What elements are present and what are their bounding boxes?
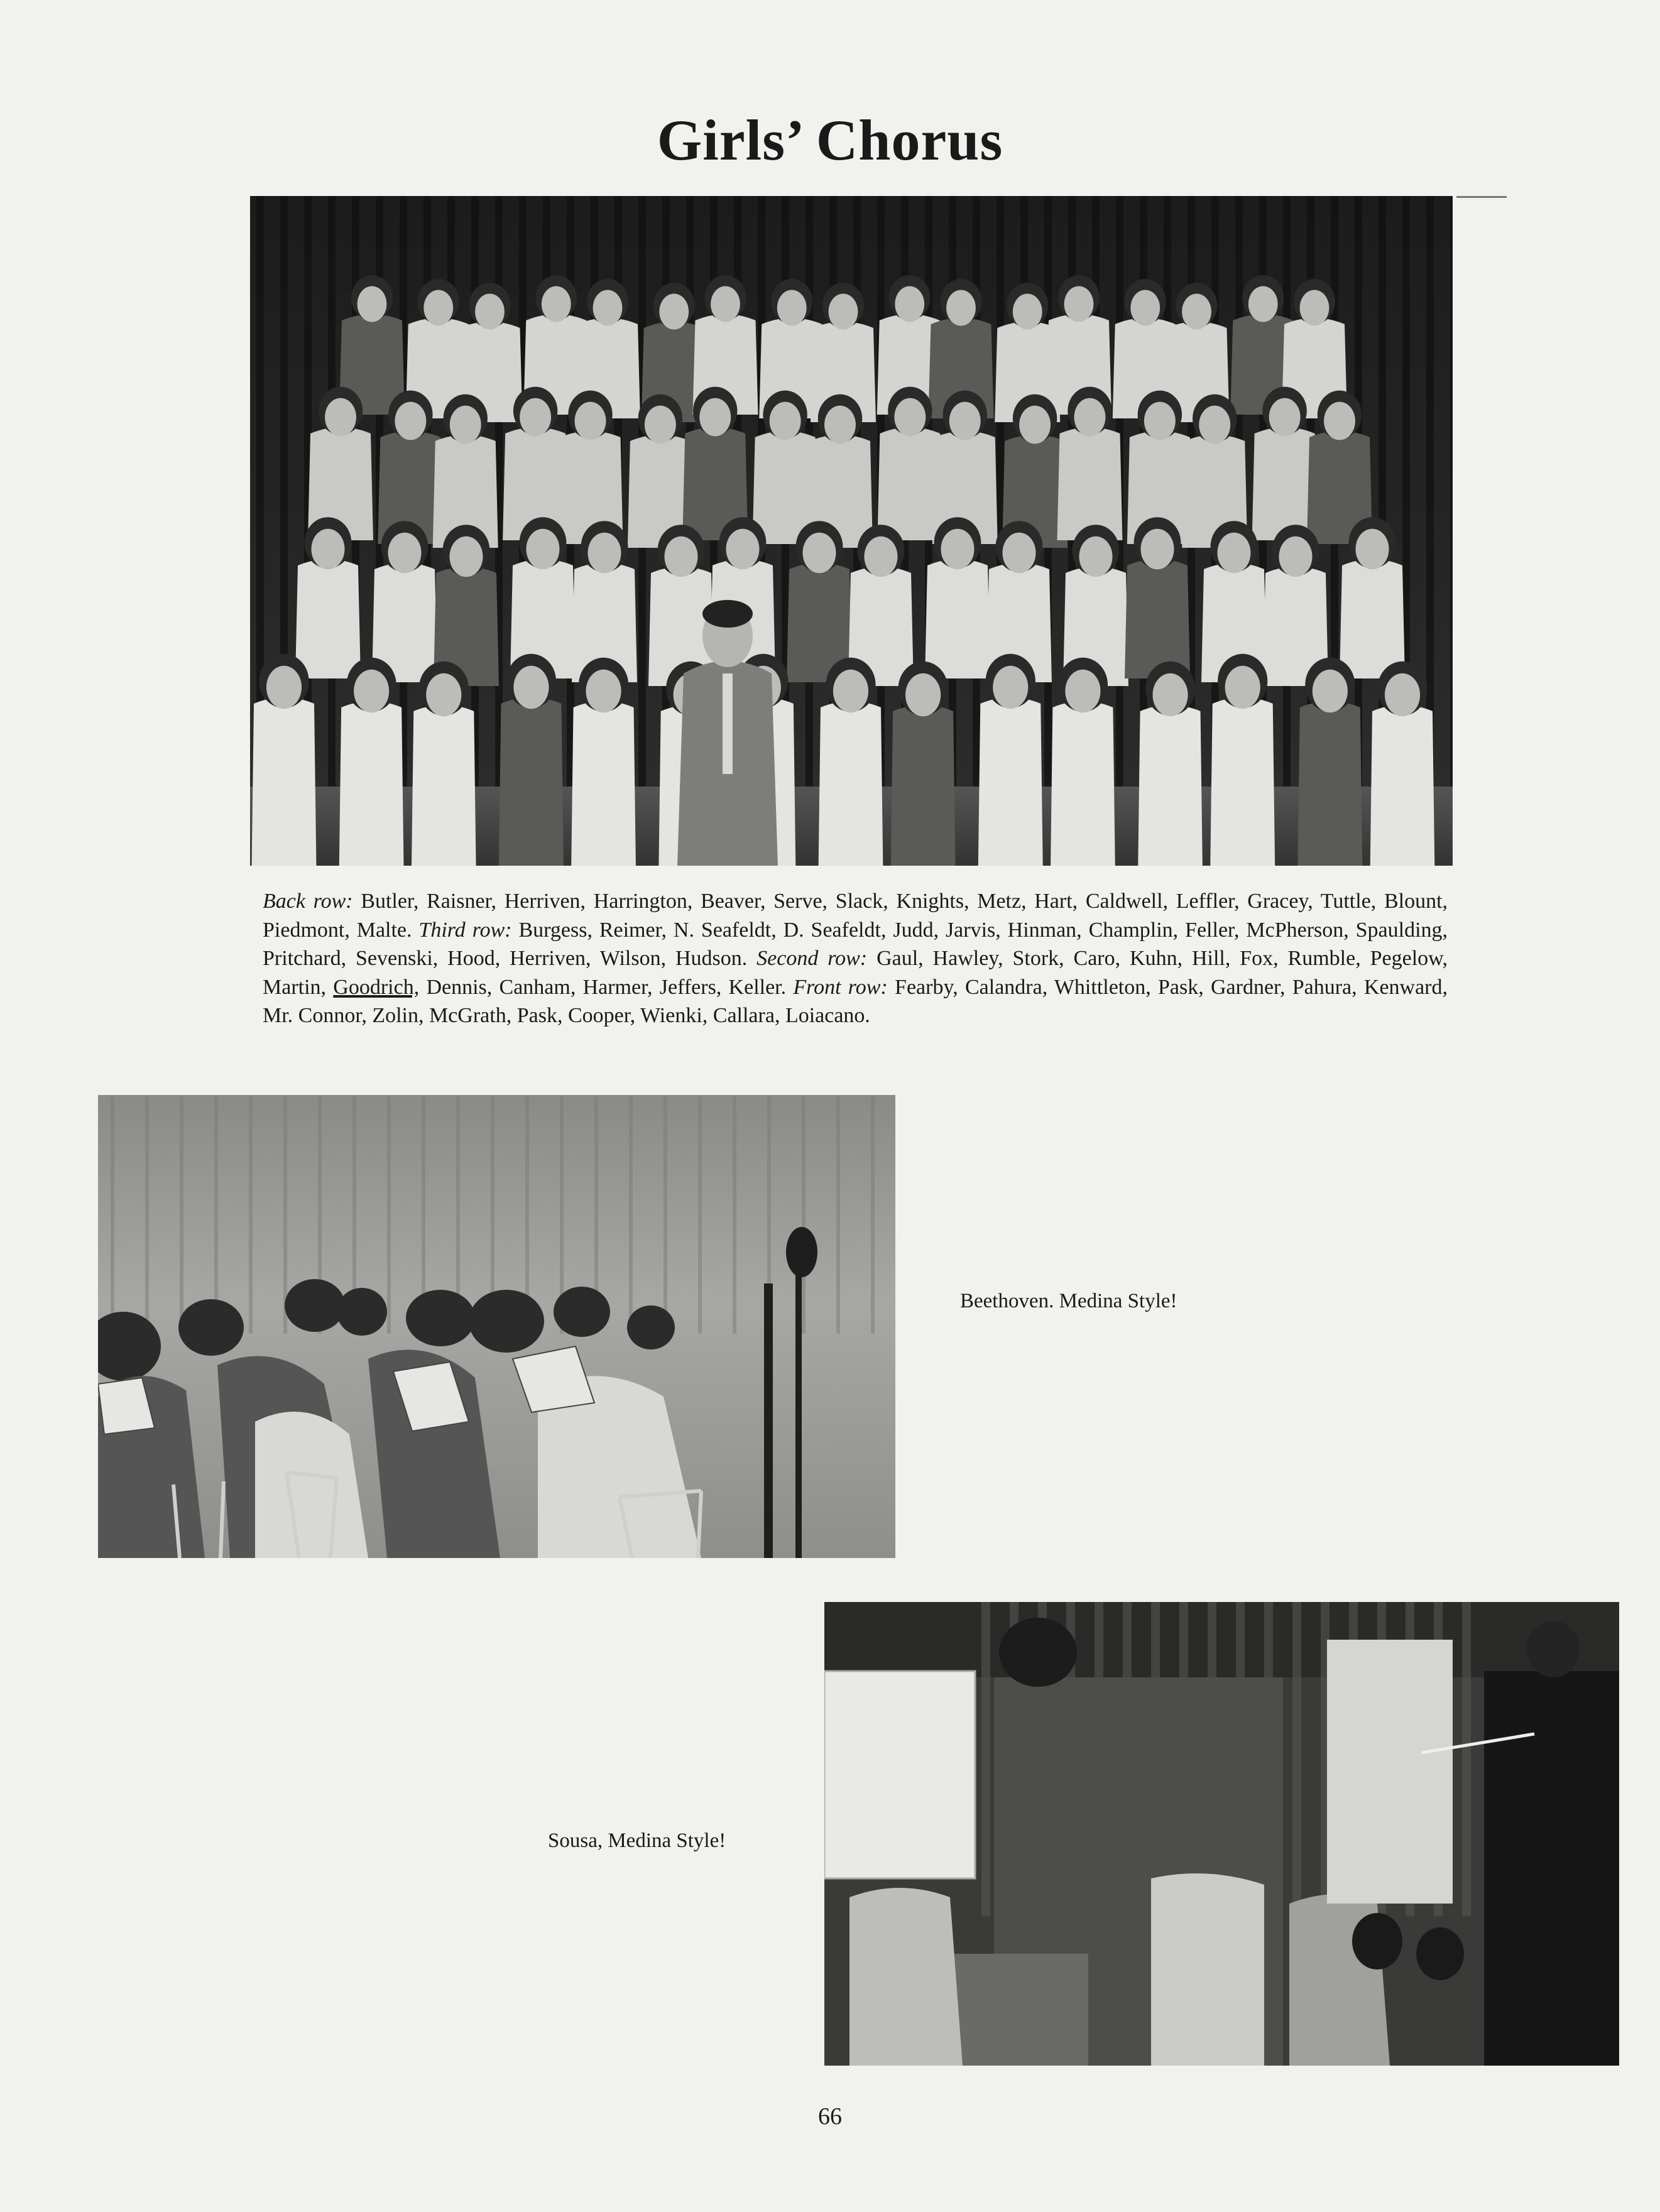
third-row-label: Third row: xyxy=(418,918,512,942)
page-number: 66 xyxy=(818,2103,842,2130)
front-row-names: Fearby, Calandra, Whittleton, Pask, Gardner, Pahura, Kenward, Mr. Connor, Zolin, McGrath, Pask, Cooper, Wienki, Callara, Loiacano. xyxy=(263,975,1448,1027)
chorus-group-photo xyxy=(250,196,1453,866)
back-row-names: Butler, Raisner, Herriven, Harrington, Beaver, Serve, Slack, Knights, Metz, Hart, Caldwell, Leffler, Gracey, Tuttle, Blount, Piedmont, Malte. xyxy=(263,890,1448,942)
caption-sousa: Sousa, Medina Style! xyxy=(548,1829,726,1852)
caption-beethoven: Beethoven. Medina Style! xyxy=(960,1290,1177,1312)
third-row-names: Burgess, Reimer, N. Seafeldt, D. Seafeldt, Judd, Jarvis, Hinman, Champlin, Feller, McPherson, Spaulding, Pritchard, Sevenski, Hood, Herriven, Wilson, Hudson. xyxy=(263,918,1448,970)
chorus-roster xyxy=(263,887,1448,1030)
underlined-name: Goodrich, xyxy=(333,975,420,999)
back-row-label: Back row: xyxy=(263,890,353,913)
second-row-names-continued: Dennis, Canham, Harmer, Jeffers, Keller. xyxy=(426,975,787,999)
page-title: Girls’ Chorus xyxy=(657,108,1003,172)
band-photo xyxy=(824,1602,1619,2066)
margin-mark xyxy=(1456,196,1507,198)
front-row-label: Front row: xyxy=(793,975,888,999)
orchestra-photo xyxy=(98,1095,895,1558)
second-row-label: Second row: xyxy=(756,947,868,970)
second-row-names: Gaul, Hawley, Stork, Caro, Kuhn, Hill, Fox, Rumble, Pegelow, Martin, xyxy=(263,947,1448,999)
